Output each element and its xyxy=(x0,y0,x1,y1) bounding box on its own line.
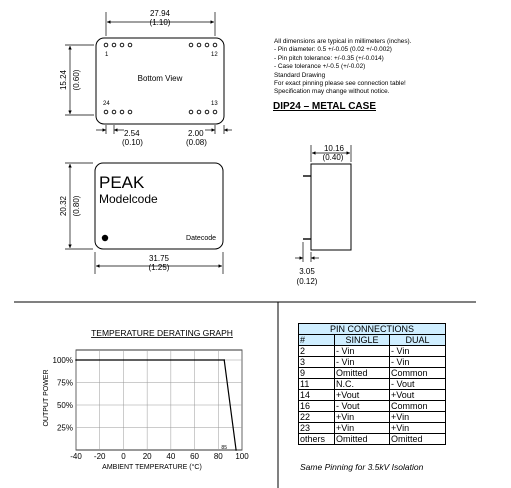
bottom-width-mm: 27.94 xyxy=(149,9,171,18)
side-view xyxy=(295,144,351,286)
model-code: Modelcode xyxy=(99,192,158,206)
y-tick-label: 50% xyxy=(56,401,73,410)
dual-value: - Vin xyxy=(390,357,446,368)
chart-title: TEMPERATURE DERATING GRAPH xyxy=(91,328,233,338)
x-tick-label: 100 xyxy=(235,452,249,461)
pin-number: 14 xyxy=(299,390,335,401)
pin-connections-table xyxy=(298,323,446,445)
brand-logo: PEAK xyxy=(99,173,145,192)
side-width-in: (0.40) xyxy=(322,153,344,162)
annotation-85: 85 xyxy=(221,445,227,451)
date-code: Datecode xyxy=(186,235,216,242)
dual-value: +Vout xyxy=(390,390,446,401)
pin1-marker xyxy=(102,235,108,241)
table-row xyxy=(299,346,446,357)
x-tick-label: 80 xyxy=(213,452,223,461)
x-axis-label: AMBIENT TEMPERATURE (°C) xyxy=(102,464,202,471)
bottom-width-in: (1.10) xyxy=(149,18,171,27)
edge-mm: 2.00 xyxy=(188,129,204,138)
table-row xyxy=(299,401,446,412)
single-value: Omitted xyxy=(335,368,390,379)
data-point xyxy=(223,359,225,361)
dual-value: - Vin xyxy=(390,346,446,357)
x-tick-label: 0 xyxy=(121,452,126,461)
note-line: All dimensions are typical in millimeters (inches). xyxy=(274,38,412,45)
table-row xyxy=(299,379,446,390)
bottom-height-mm: 15.24 xyxy=(59,69,68,91)
pin-length-mm: 3.05 xyxy=(299,267,315,276)
side-width-mm: 10.16 xyxy=(323,144,345,153)
pin-number: others xyxy=(299,434,335,445)
header-pin: # xyxy=(299,335,335,346)
table-row xyxy=(299,357,446,368)
note-line: - Pin diameter: 0.5 +/-0.05 (0.02 +/-0.002) xyxy=(274,46,392,54)
top-length-in: (1.25) xyxy=(148,263,170,272)
pin-number: 9 xyxy=(299,368,335,379)
top-height-mm: 20.32 xyxy=(59,195,68,217)
dual-value: Common xyxy=(390,401,446,412)
pitch-in: (0.10) xyxy=(122,138,143,147)
table-row xyxy=(299,412,446,423)
dual-value: +Vin xyxy=(390,423,446,434)
x-tick-label: 20 xyxy=(142,452,152,461)
x-tick-label: 60 xyxy=(190,452,200,461)
y-axis-label: OUTPUT POWER xyxy=(43,369,50,427)
pin-number: 16 xyxy=(299,401,335,412)
table-title: PIN CONNECTIONS xyxy=(299,324,446,335)
note-line: For exact pinning please see connection table! xyxy=(274,80,406,88)
note-line: - Pin pitch tolerance: +/-0.35 (+/-0.014) xyxy=(274,54,384,62)
pin-length-in: (0.12) xyxy=(296,277,318,286)
derating-chart xyxy=(43,328,249,471)
pin-number: 2 xyxy=(299,346,335,357)
pin-row-top xyxy=(104,43,217,47)
dual-value: Omitted xyxy=(390,434,446,445)
pin-number: 11 xyxy=(299,379,335,390)
table-row xyxy=(299,434,446,445)
single-value: +Vin xyxy=(335,423,390,434)
single-value: +Vout xyxy=(335,390,390,401)
dual-value: - Vout xyxy=(390,379,446,390)
note-line: - Case tolerance +/-0.5 (+/-0.02) xyxy=(274,63,366,71)
header-single: SINGLE xyxy=(335,335,390,346)
dual-value: +Vin xyxy=(390,412,446,423)
y-tick-label: 25% xyxy=(56,423,73,433)
dual-value: Common xyxy=(390,368,446,379)
top-height-in: (0.80) xyxy=(72,195,81,217)
pin-label-1: 1 xyxy=(105,52,109,58)
chart-ticks xyxy=(53,356,250,461)
x-tick-label: -40 xyxy=(70,452,82,461)
single-value: N.C. xyxy=(335,379,390,390)
note-line: Specification may change without notice. xyxy=(274,88,390,96)
single-value: +Vin xyxy=(335,412,390,423)
table-row xyxy=(299,390,446,401)
pin-label-24: 24 xyxy=(103,101,110,107)
pin-row-bottom xyxy=(104,110,217,114)
y-tick-label: 75% xyxy=(56,378,73,388)
bottom-height-in: (0.60) xyxy=(72,69,81,91)
note-line: Standard Drawing xyxy=(274,71,326,79)
top-view xyxy=(59,163,223,274)
single-value: - Vin xyxy=(335,357,390,368)
pin-label-13: 13 xyxy=(211,101,218,107)
table-footnote: Same Pinning for 3.5kV Isolation xyxy=(300,462,424,472)
top-length-mm: 31.75 xyxy=(148,254,170,263)
pitch-mm: 2.54 xyxy=(124,129,140,138)
pin-label-12: 12 xyxy=(211,52,218,58)
x-tick-label: 40 xyxy=(166,452,176,461)
data-point xyxy=(75,359,77,361)
chart-grid xyxy=(76,350,242,450)
single-value: Omitted xyxy=(335,434,390,445)
bottom-view xyxy=(59,9,232,147)
plot-area xyxy=(76,350,242,450)
dimension-notes xyxy=(274,38,411,97)
single-value: - Vout xyxy=(335,401,390,412)
header-dual: DUAL xyxy=(390,335,446,346)
case-title: DIP24 – METAL CASE xyxy=(273,101,376,112)
bottom-view-label: Bottom View xyxy=(137,74,183,83)
table-row xyxy=(299,423,446,434)
pin-number: 22 xyxy=(299,412,335,423)
pin-number: 23 xyxy=(299,423,335,434)
single-value: - Vin xyxy=(335,346,390,357)
y-tick-label: 100% xyxy=(52,356,73,365)
x-tick-label: -20 xyxy=(93,452,106,461)
pin-number: 3 xyxy=(299,357,335,368)
data-point xyxy=(235,449,237,451)
edge-in: (0.08) xyxy=(186,138,207,147)
table-row xyxy=(299,368,446,379)
